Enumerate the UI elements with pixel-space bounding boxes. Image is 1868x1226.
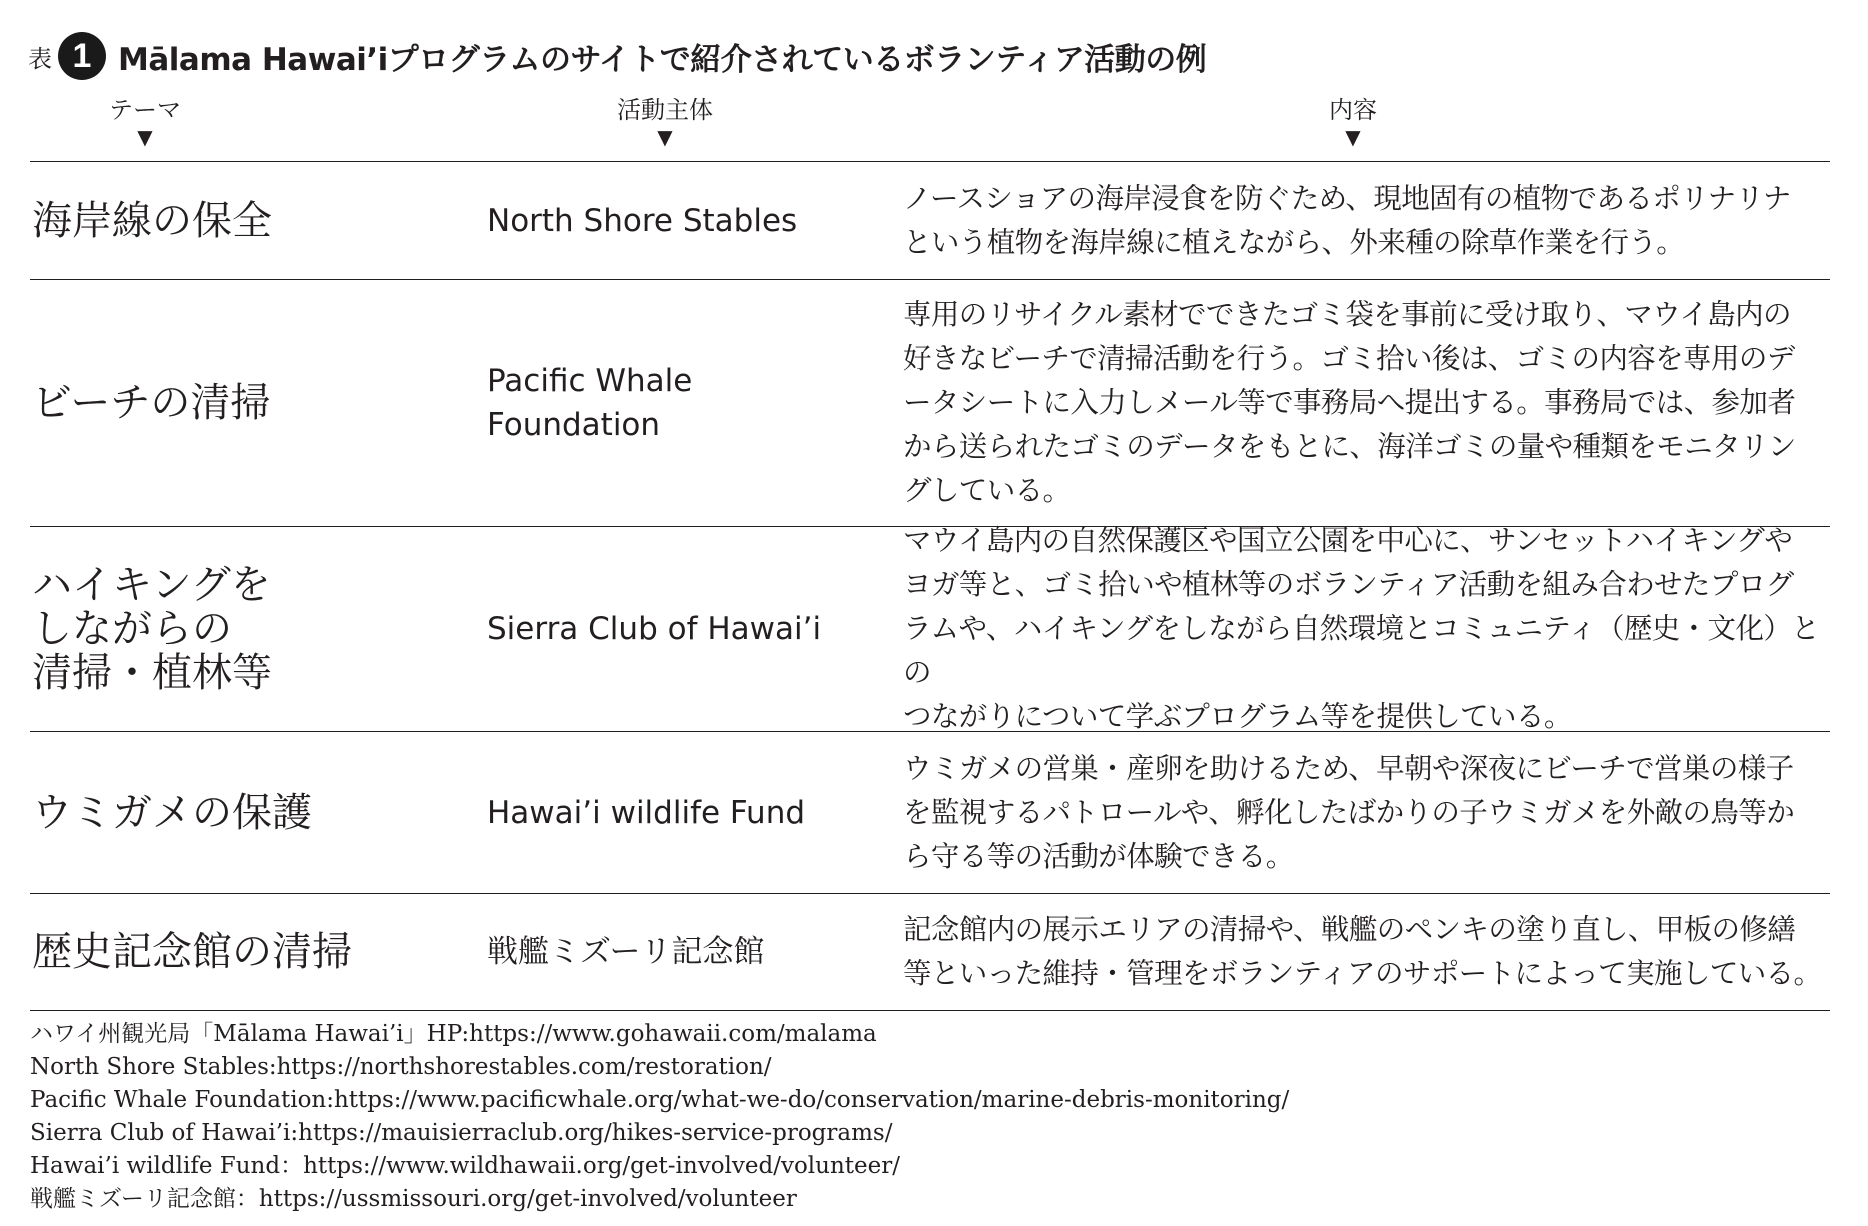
table-row [30, 732, 1830, 894]
source-line: Sierra Club of Hawai’i:https://mauisierraclub.org/hikes-service-programs/ [30, 1120, 893, 1146]
theme-cell: ハイキングを しながらの 清掃・植林等 [32, 562, 272, 696]
content-cell: ウミガメの営巣・産卵を助けるため、早朝や深夜にビーチで営巣の様子 を監視するパトロールや、孵化したばかりの子ウミガメを外敵の鳥等か ら守る等の活動が体験できる。 [903, 751, 1795, 873]
content-cell: ノースショアの海岸浸食を防ぐため、現地固有の植物であるポリナリナ という植物を海岸線に植えながら、外来種の除草作業を行う。 [903, 181, 1791, 259]
table-row [30, 524, 1830, 733]
entity-cell: Sierra Club of Hawai’i [487, 611, 822, 647]
theme-cell: 歴史記念館の清掃 [32, 929, 352, 975]
column-header-content [1298, 96, 1408, 148]
source-list [30, 1018, 1289, 1216]
content-cell: マウイ島内の自然保護区や国立公園を中心に、サンセットハイキングや ヨガ等と、ゴミ拾いや植林等のボランティア活動を組み合わせたプログ ラムや、ハイキングをしながら自然環境とコミュニティ（歴史・文化）との つながりについて学ぶプログラム等を提供している。 [903, 524, 1820, 733]
entity-cell: Pacific Whale Foundation [487, 363, 693, 443]
theme-cell: ビーチの清掃 [32, 380, 271, 426]
down-arrow-icon: ▼ [137, 125, 153, 149]
down-arrow-icon: ▼ [1345, 125, 1361, 149]
content-cell: 記念館内の展示エリアの清掃や、戦艦のペンキの塗り直し、甲板の修繕 等といった維持・管理をボランティアのサポートによって実施している。 [903, 913, 1822, 990]
title-text: Mālama Hawai’iプログラムのサイトで紹介されているボランティア活動の例 [118, 41, 1207, 78]
source-line: Pacific Whale Foundation:https://www.pacificwhale.org/what-we-do/conservation/marine-debris-monitoring/ [30, 1087, 1290, 1113]
column-header-content-label: 内容 [1329, 96, 1377, 124]
table-title [28, 30, 1206, 82]
entity-cell: 戦艦ミズーリ記念館 [487, 934, 765, 970]
column-header-theme [95, 96, 195, 148]
source-line: Hawai’i wildlife Fund：https://www.wildhawaii.org/get-involved/volunteer/ [30, 1153, 901, 1179]
table-row [30, 894, 1830, 1011]
column-header-entity-label: 活動主体 [617, 96, 713, 124]
theme-cell: ウミガメの保護 [32, 789, 312, 836]
source-line: ハワイ州観光局「Mālama Hawai’i」HP:https://www.gohawaii.com/malama [30, 1021, 877, 1047]
entity-cell: North Shore Stables [487, 202, 798, 239]
table-row [30, 280, 1830, 527]
column-header-theme-label: テーマ [109, 96, 181, 124]
column-header-entity [600, 96, 730, 148]
volunteer-table [30, 161, 1830, 1011]
theme-cell: 海岸線の保全 [32, 197, 272, 244]
title-number-badge: 1 [58, 32, 106, 80]
title-prefix: 表 [28, 44, 52, 73]
source-line: North Shore Stables:https://northshorestables.com/restoration/ [30, 1054, 772, 1080]
source-line: 戦艦ミズーリ記念館：https://ussmissouri.org/get-involved/volunteer [30, 1186, 797, 1212]
table-row [30, 162, 1830, 280]
content-cell: 専用のリサイクル素材でできたゴミ袋を事前に受け取り、マウイ島内の 好きなビーチで清掃活動を行う。ゴミ拾い後は、ゴミの内容を専用のデ ータシートに入力しメール等で事務局へ提出する。事務局では、参加者 から送られたゴミのデータをもとに、海洋ゴミの量や種類をモニタリン グしている。 [903, 298, 1796, 507]
down-arrow-icon: ▼ [657, 125, 673, 149]
entity-cell: Hawai’i wildlife Fund [487, 794, 806, 831]
